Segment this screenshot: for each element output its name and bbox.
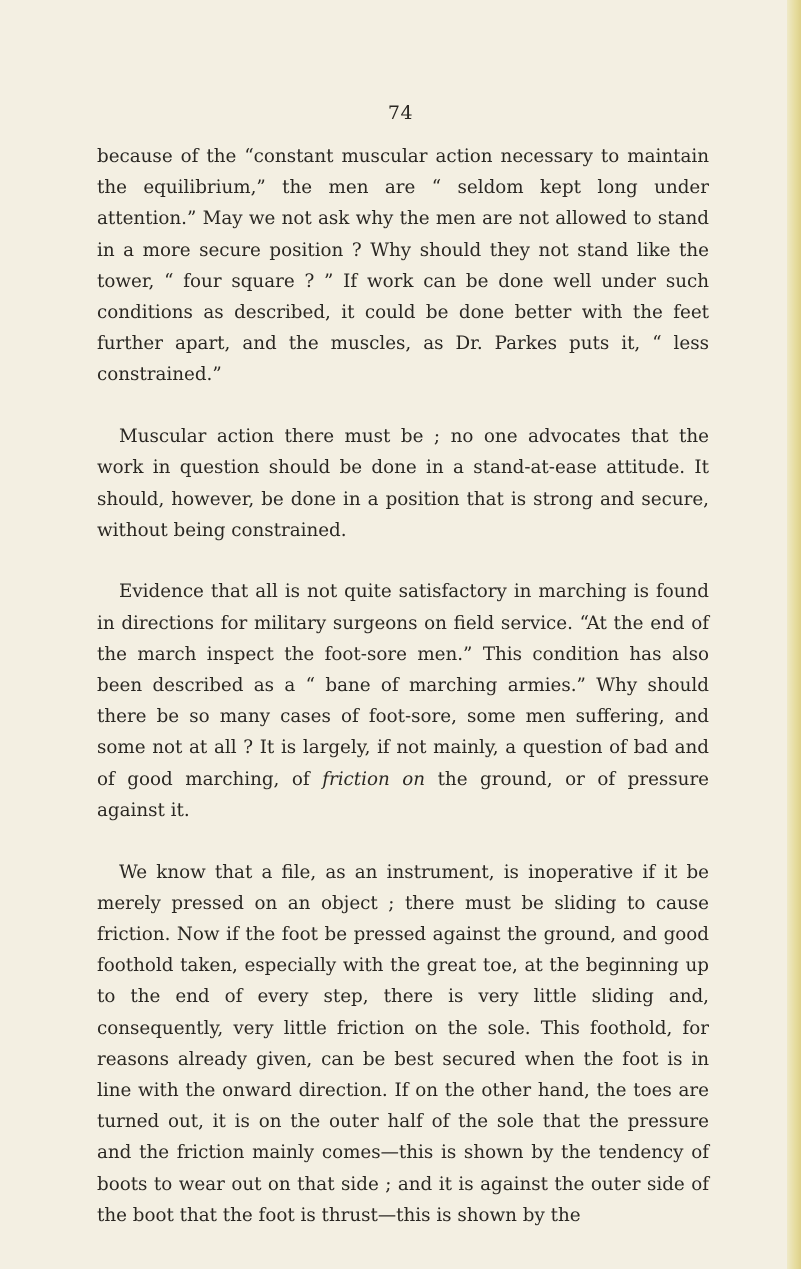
body-text — [97, 141, 709, 1231]
paragraph: because of the “constant muscular action necessary to maintain the equilibrium,” the men are “ seldom kept long under attention.” May we not ask why the men are not allowed to stand in a more secure position ? Why should they not stand like the tower, “ four square ? ” If work can be done well under such conditions as described, it could be done better with the feet further apart, and the muscles, as Dr. Parkes puts it, “ less constrained.” — [97, 146, 709, 386]
paragraph: We know that a file, as an instrument, is inoperative if it be merely pressed on an object ; there must be sliding to cause friction. Now if the foot be pressed against the ground, and good foothold taken, especially with the great toe, at the beginning up to the end of every step, there is very little sliding and, consequently, very little friction on the sole. This foothold, for reasons already given, can be best secured when the foot is in line with the onward direction. If on the other hand, the toes are turned out, it is on the outer half of the sole that the pressure and the friction mainly comes—this is shown by the tendency of boots to wear out on that side ; and it is against the outer side of the boot that the foot is thrust—this is shown by the — [97, 861, 709, 1226]
italic-phrase: friction on — [322, 768, 426, 790]
paragraph: Muscular action there must be ; no one advocates that the work in question should be done in a stand-at-ease attitude. It should, however, be done in a position that is strong and secure, without being constrained. — [97, 426, 709, 541]
paragraph — [97, 576, 709, 826]
paragraph-text: the ground, or of pressure against it. — [97, 768, 710, 821]
page-number: 74 — [387, 102, 414, 124]
paragraph-text: Evidence that all is not quite satisfactory in marching is found in directions for military surgeons on field service. “At the end of the march inspect the foot-sore men.” This condition has also been described as a “ bane of marching armies.” Why should there be so many cases of foot-sore, some men suffering, and some not at all ? It is largely, if not mainly, a question of bad and of good marching, of — [97, 581, 709, 790]
page-edge — [787, 0, 801, 1269]
